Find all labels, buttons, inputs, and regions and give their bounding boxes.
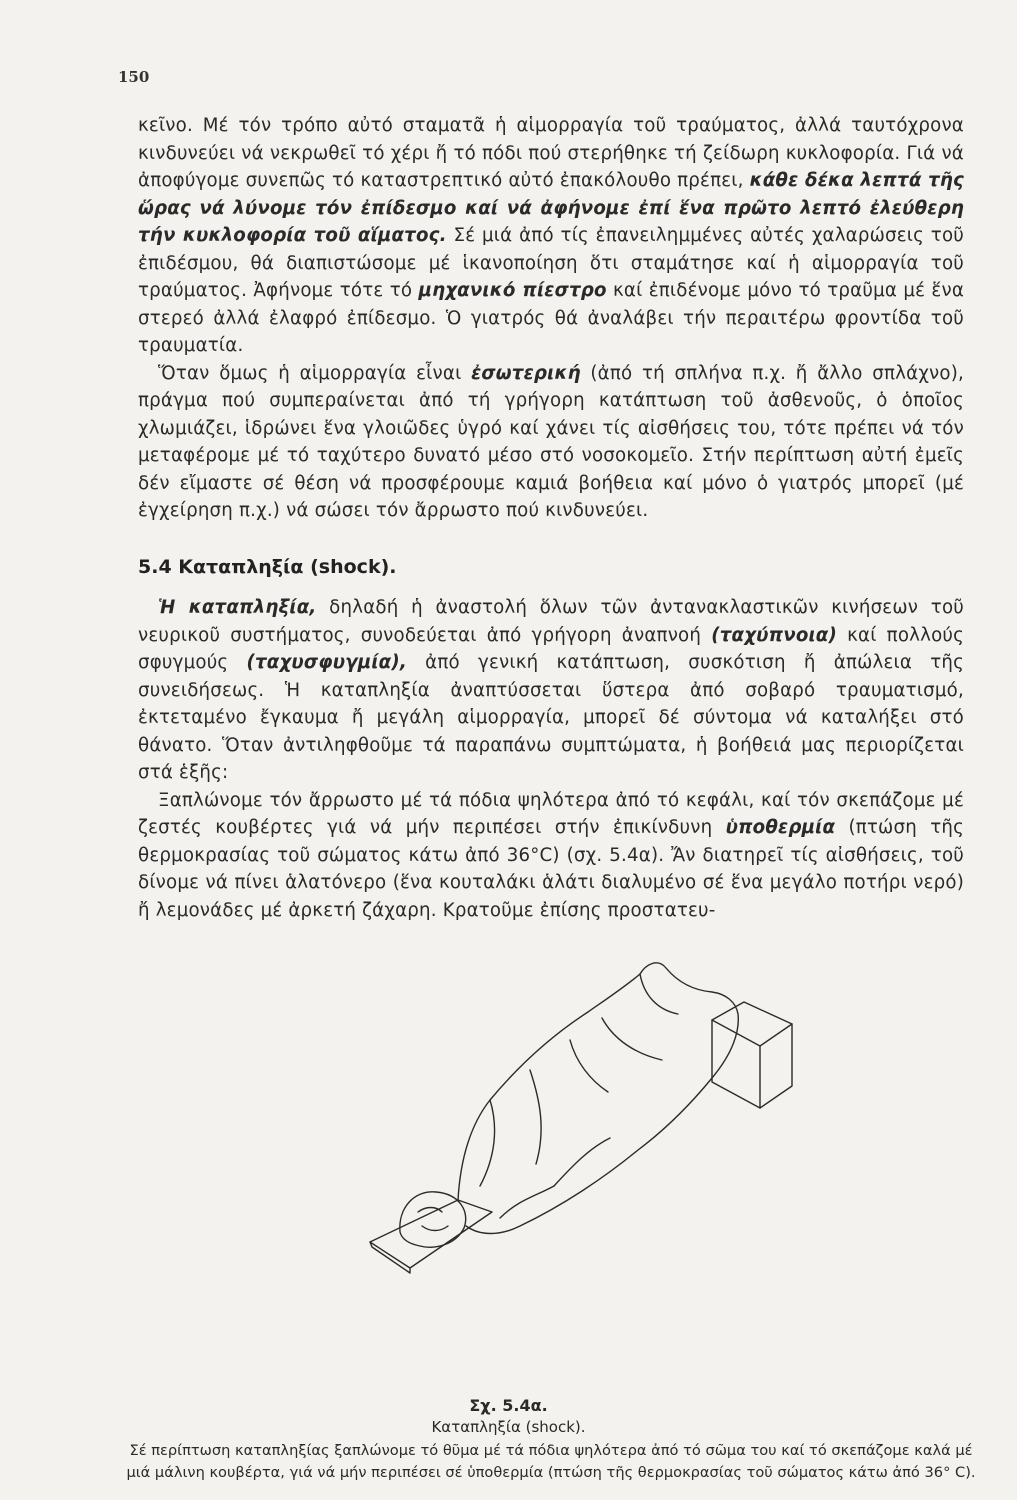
figure-caption: Σέ περίπτωση καταπληξίας ξαπλώνομε τό θῦμα μέ τά πόδια ψηλότερα ἀπό τό σῶμα του καί τό σκεπάζομε καλά μέ μιά μάλινη κουβέρτα, γιά νά μήν περιπέσει σέ ὑποθερμία (πτώση τῆς θερμοκρασίας τοῦ σώματος κάτω ἀπό 36° C). [126,1442,976,1481]
section-heading: 5.4 Καταπληξία (shock). [138,556,397,578]
page-number: 150 [118,68,150,86]
figure-label: Σχ. 5.4α. [469,1396,548,1415]
emphasis-tachycardia: (ταχυσφυγμία), [246,652,407,673]
feet-support-block [712,1002,792,1046]
paragraph-shock-treatment: Ξαπλώνομε τόν ἄρρωστο μέ τά πόδια ψηλότερα ἀπό τό κεφάλι, καί τόν σκεπάζομε μέ ζεστές κουβέρτες γιά νά μήν περιπέσει στήν ἐπικίνδυνη ὑποθερμία (πτώση τῆς θερμοκρασίας τοῦ σώματος κάτω ἀπό 36°C) (σχ. 5.4α). Ἄν διατηρεῖ τίς αἰσθήσεις, τοῦ δίνομε νά πίνει ἁλατόνερο (ἕνα κουταλάκι ἁλάτι διαλυμένο σέ ἕνα μεγάλο ποτήρι νερό) ἤ λεμονάδες μέ ἀρκετή ζάχαρη. Κρατοῦμε ἐπίσης προστατευ- [138,789,964,921]
emphasis-internal: ἐσωτερική [471,362,581,384]
emphasis-bandage-rule: κάθε δέκα λεπτά τῆς ὥρας νά λύνομε τόν ἐπίδεσμο καί νά ἀφήνομε ἐπί ἕνα πρῶτο λεπτό ἐλεύθερη τήν κυκλοφορία τοῦ αἵματος. [138,170,965,246]
paragraph-shock-definition: Ἡ καταπληξία, δηλαδή ἡ ἀναστολή ὅλων τῶν ἀντανακλαστικῶν κινήσεων τοῦ νευρικοῦ συστήματος, συνοδεύεται ἀπό γρήγορη ἀναπνοή (ταχύπνοια) καί πολλούς σφυγμούς (ταχυσφυγμία), ἀπό γενική κατάπτωση, συσκότιση ἤ ἀπώλεια τῆς συνειδήσεως. Ἡ καταπληξία ἀναπτύσσεται ὕστερα ἀπό σοβαρό τραυματισμό, ἐκτεταμένο ἔγκαυμα ἤ μεγάλη αἱμορραγία, μπορεῖ δέ σύντομα νά καταλήξει στό θάνατο. Ὅταν ἀντιληφθοῦμε τά παραπάνω συμπτώματα, ἡ βοήθειά μας περιορίζεται στά ἑξῆς: [138,597,964,783]
emphasis-tachypnea: (ταχύπνοια) [711,624,838,646]
patient-head [400,1192,466,1247]
figure-patient-illustration [340,950,810,1290]
emphasis-tourniquet: μηχανικό πίεστρο [418,280,607,301]
emphasis-shock: Ἡ καταπληξία, [158,597,317,618]
paragraph-tourniquet: κεῖνο. Μέ τόν τρόπο αὐτό σταματᾶ ἡ αἱμορραγία τοῦ τραύματος, ἀλλά ταυτόχρονα κινδυνεύει νά νεκρωθεῖ τό χέρι ἤ τό πόδι πού στερήθηκε τή ζείδωρη κυκλοφορία. Γιά νά ἀποφύγομε συνεπῶς τό καταστρεπτικό αὐτό ἐπακόλουθο πρέπει, κάθε δέκα λεπτά τῆς ὥρας νά λύνομε τόν ἐπίδεσμο καί νά ἀφήνομε ἐπί ἕνα πρῶτο λεπτό ἐλεύθερη τήν κυκλοφορία τοῦ αἵματος. Σέ μιά ἀπό τίς ἐπανειλημμένες αὐτές χαλαρώσεις τοῦ ἐπιδέσμου, θά διαπιστώσομε μέ ἱκανοποίηση ὅτι σταμάτησε καί ἡ αἱμορραγία τοῦ τραύματος. Ἀφήνομε τότε τό μηχανικό πίεστρο καί ἐπιδένομε μόνο τό τραῦμα μέ ἕνα στερεό ἀλλά ἐλαφρό ἐπίδεσμο. Ὁ γιατρός θά ἀναλάβει τήν περαιτέρω φροντίδα τοῦ τραυματία. [138,115,965,356]
intro-text [138,112,964,525]
section-text [138,594,964,924]
figure-title: Καταπληξία (shock). [431,1418,586,1436]
emphasis-hypothermia: ὑποθερμία [725,817,836,838]
paragraph-internal-bleeding: Ὅταν ὅμως ἡ αἱμορραγία εἶναι ἐσωτερική (ἀπό τή σπλήνα π.χ. ἤ ἄλλο σπλάχνο), πράγμα πού συμπεραίνεται ἀπό τή γρήγορη κατάπτωση τοῦ ἀσθενοῦς, ὁ ὁποῖος χλωμιάζει, ἱδρώνει ἕνα γλοιῶδες ὑγρό καί χάνει τίς αἰσθήσεις του, τότε πρέπει νά τόν μεταφέρομε μέ τό ταχύτερο δυνατό μέσο στό νοσοκομεῖο. Στήν περίπτωση αὐτή ἐμεῖς δέν εἴμαστε σέ θέση νά προσφέρουμε καμιά βοήθεια καί μόνο ὁ γιατρός μπορεῖ (μέ ἐγχείρηση π.χ.) νά σώσει τόν ἄρρωστο πού κινδυνεύει. [138,362,964,521]
blanket [458,963,738,1234]
